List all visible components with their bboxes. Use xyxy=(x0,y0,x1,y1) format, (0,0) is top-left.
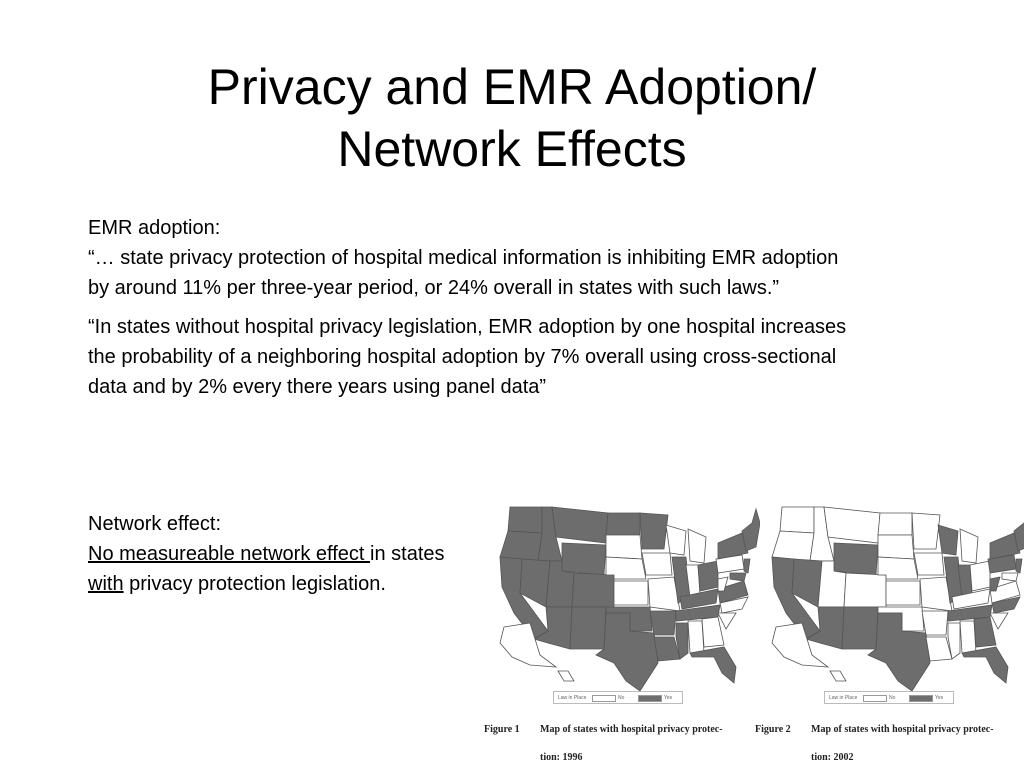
network-text-2: privacy protection legislation. xyxy=(123,573,386,595)
state-oh xyxy=(970,561,990,591)
state-hi xyxy=(830,671,846,681)
state-al xyxy=(960,621,976,653)
network-underlined-text: No measureable network effect xyxy=(88,543,371,565)
state-hi xyxy=(558,671,574,681)
emr-heading: EMR adoption: xyxy=(88,217,221,239)
state-nm xyxy=(570,607,606,649)
state-mn xyxy=(640,513,668,549)
emr-quote-2: “In states without hospital privacy legislation, EMR adoption by one hospital increases the probability of a neighboring hospital adoption by 7% overall using cross-sectional data and by 2% every there years using panel data” xyxy=(88,316,847,398)
figure-2-caption xyxy=(755,716,1020,772)
figure-1-caption xyxy=(484,716,749,772)
state-al xyxy=(688,621,704,653)
state-la xyxy=(654,637,680,661)
state-sc xyxy=(718,613,736,629)
figure-1-legend xyxy=(553,691,683,704)
network-emphasis-text: with xyxy=(88,573,124,595)
network-finding xyxy=(88,543,445,595)
legend-yes-swatch xyxy=(638,695,662,702)
state-nm xyxy=(842,607,878,649)
network-heading: Network effect: xyxy=(88,513,222,535)
state-wi xyxy=(938,525,958,555)
state-wa xyxy=(508,507,542,533)
state-nj xyxy=(1016,559,1022,573)
state-ga xyxy=(974,617,996,647)
state-ia xyxy=(914,553,944,575)
state-sd xyxy=(606,535,642,559)
state-wi xyxy=(666,525,686,555)
state-mi xyxy=(688,529,706,563)
state-mt xyxy=(824,507,880,543)
legend-yes-label: Yes xyxy=(664,695,673,701)
figure-1-map xyxy=(490,503,760,703)
legend-no-label: No xyxy=(889,695,896,701)
title-line-1: Privacy and EMR Adoption/ xyxy=(207,59,817,115)
state-md xyxy=(730,573,746,581)
network-text-1: in states xyxy=(370,543,445,565)
state-nj xyxy=(744,559,750,573)
legend-no-swatch xyxy=(592,695,616,702)
state-ar xyxy=(922,611,948,635)
state-wa xyxy=(780,507,814,533)
figure-2-map xyxy=(762,503,1024,703)
state-nd xyxy=(606,513,640,535)
network-effect-block xyxy=(88,509,468,599)
slide-title xyxy=(0,56,1024,180)
state-ia xyxy=(642,553,672,575)
state-ar xyxy=(650,611,676,635)
state-sc xyxy=(990,613,1008,629)
legend-title: Law in Place xyxy=(829,695,858,701)
state-wy xyxy=(834,543,878,575)
state-ks xyxy=(886,581,920,605)
state-mi xyxy=(960,529,978,563)
legend-no-label: No xyxy=(618,695,625,701)
emr-adoption-block xyxy=(88,213,848,402)
state-fl xyxy=(690,647,736,683)
state-ga xyxy=(702,617,724,647)
state-oh xyxy=(698,561,718,591)
figure-2-label: Figure 2 xyxy=(755,724,791,735)
state-mn xyxy=(912,513,940,549)
state-wy xyxy=(562,543,606,575)
state-or xyxy=(500,531,542,561)
figure-2-caption-line-2: tion: 2002 xyxy=(811,752,854,763)
state-md xyxy=(1002,573,1018,581)
figure-2-legend xyxy=(824,691,954,704)
legend-title: Law in Place xyxy=(558,695,587,701)
state-new-england xyxy=(742,509,760,551)
state-or xyxy=(772,531,814,561)
state-ks xyxy=(614,581,648,605)
figure-1-caption-line-1: Map of states with hospital privacy protec- xyxy=(540,724,723,735)
legend-no-swatch xyxy=(863,695,887,702)
figure-1-caption-line-2: tion: 1996 xyxy=(540,752,583,763)
state-nd xyxy=(878,513,912,535)
figure-1-label: Figure 1 xyxy=(484,724,520,735)
title-line-2: Network Effects xyxy=(337,121,687,177)
state-fl xyxy=(962,647,1008,683)
state-mt xyxy=(552,507,608,543)
legend-yes-swatch xyxy=(909,695,933,702)
figure-2-caption-line-1: Map of states with hospital privacy protec- xyxy=(811,724,994,735)
state-la xyxy=(926,637,952,661)
state-sd xyxy=(878,535,914,559)
state-co xyxy=(572,573,614,607)
state-co xyxy=(844,573,886,607)
legend-yes-label: Yes xyxy=(935,695,944,701)
emr-quote-1: “… state privacy protection of hospital medical information is inhibiting EMR adoption by around 11% per three-year period, or 24% overall in states with such laws.” xyxy=(88,247,839,299)
